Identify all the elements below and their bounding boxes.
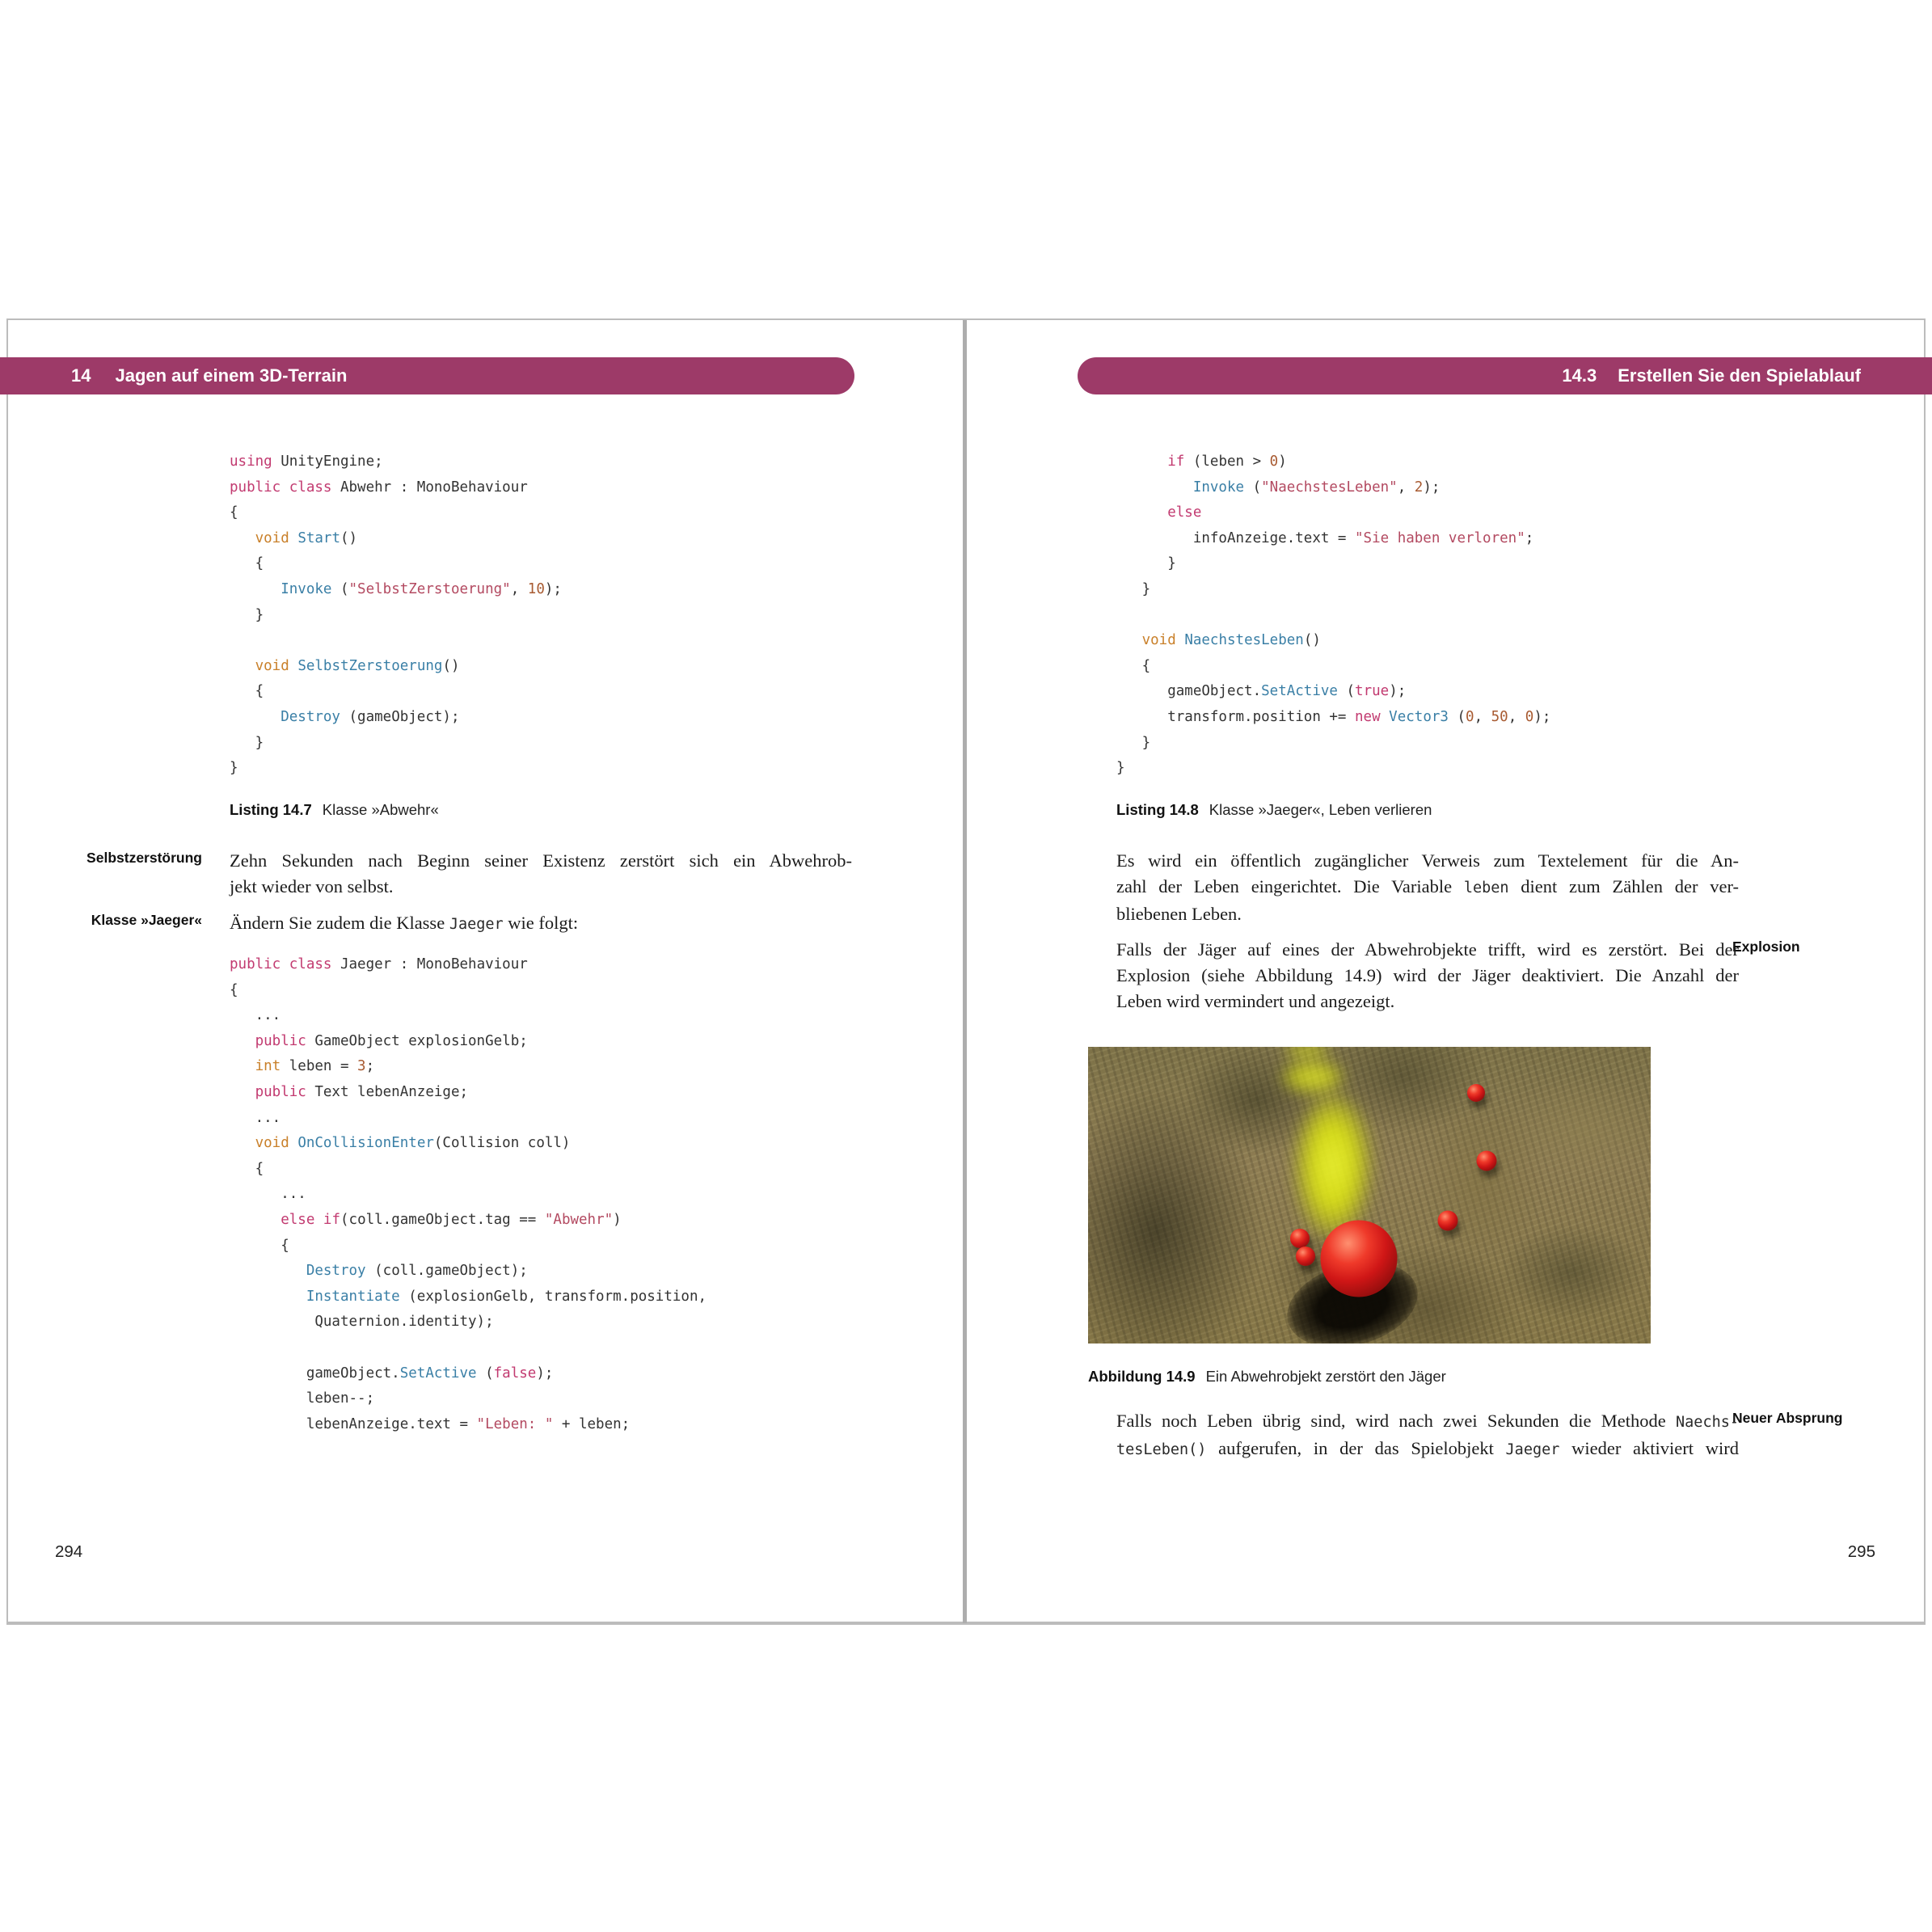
listing-caption-text: Klasse »Abwehr« (322, 801, 439, 818)
jaeger-sphere (1321, 1221, 1398, 1297)
margin-note-neuer-absprung: Neuer Absprung (1732, 1410, 1843, 1426)
figure-abbildung-14-9 (1088, 1047, 1651, 1344)
body-paragraph: Falls noch Leben übrig sind, wird nach zwei Sekunden die Methode Naechs- tesLeben() aufgerufen, in der das Spielobjekt Jaeger wieder aktiviert wird (1116, 1411, 1739, 1458)
section-number: 14.3 (1562, 365, 1597, 386)
page-divider (963, 320, 967, 1623)
margin-note-selbstzerstoerung: Selbstzerstörung (86, 850, 202, 866)
terrain-image (1088, 1047, 1651, 1344)
body-paragraph: Zehn Sekunden nach Beginn seiner Existenz zerstört sich ein Abwehrob- jekt wieder von selbst. (230, 850, 852, 896)
section-title: Erstellen Sie den Spielablauf (1618, 365, 1861, 386)
listing-label: Listing 14.8 (1116, 801, 1199, 818)
margin-note-klasse-jaeger: Klasse »Jaeger« (91, 912, 202, 928)
figure-caption-text: Ein Abwehrobjekt zerstört den Jäger (1205, 1368, 1446, 1385)
listing-caption (1116, 801, 1432, 819)
body-paragraph: Ändern Sie zudem die Klasse Jaeger wie folgt: (230, 913, 579, 933)
explosion-glow (1280, 1058, 1345, 1095)
page-number-right: 295 (1847, 1542, 1875, 1561)
explosion-glow (1294, 1093, 1371, 1238)
chapter-number: 14 (71, 365, 91, 386)
body-paragraph: Falls der Jäger auf eines der Abwehrobjekte trifft, wird es zerstört. Bei der Explosion (siehe Abbildung 14.9) wird der Jäger deaktiviert. Die Anzahl der Leben wird vermindert und angezeigt. (1116, 939, 1739, 1011)
figure-label: Abbildung 14.9 (1088, 1368, 1196, 1385)
abwehr-sphere (1296, 1247, 1315, 1266)
code-listing-14-8-part2: if (leben > 0) Invoke ("NaechstesLeben", 2); else infoAnzeige.text = "Sie haben verloren"; } } void NaechstesLeben() { gameObject.SetActive (true); transform.position += new Vector3 (0, 50, 0); } } (1116, 453, 1551, 777)
left-running-header (0, 357, 854, 394)
explosion-glow (1283, 1047, 1331, 1060)
abwehr-sphere (1437, 1210, 1457, 1230)
abwehr-sphere (1476, 1151, 1496, 1171)
listing-caption-text: Klasse »Jaeger«, Leben verlieren (1209, 801, 1432, 818)
margin-note-explosion: Explosion (1732, 939, 1800, 955)
figure-caption (1088, 1368, 1446, 1386)
listing-caption (230, 801, 439, 819)
code-listing-14-8-part1: public class Jaeger : MonoBehaviour { ... public GameObject explosionGelb; int leben = 3; public Text lebenAnzeige; ... void OnCollisionEnter(Collision coll) { ... else if(coll.gameObject.tag == "Abwehr") { Destroy (coll.gameObject); Instantiate (explosionGelb, transform.position, Quaternion.identity); gameObject.SetActive (false); leben--; lebenAnzeige.text = "Leben: " + leben; (230, 956, 707, 1432)
abwehr-sphere (1467, 1084, 1485, 1102)
abwehr-sphere (1290, 1229, 1310, 1248)
code-listing-14-7: using UnityEngine; public class Abwehr : MonoBehaviour { void Start() { Invoke ("SelbstZerstoerung", 10); } void SelbstZerstoerung() { Destroy (gameObject); } } (230, 453, 562, 777)
listing-label: Listing 14.7 (230, 801, 312, 818)
body-paragraph: Es wird ein öffentlich zugänglicher Verweis zum Textelement für die An- zahl der Leben eingerichtet. Die Variable leben dient zum Zählen der ver- bliebenen Leben. (1116, 850, 1740, 924)
chapter-title: Jagen auf einem 3D-Terrain (115, 365, 348, 386)
page-number-left: 294 (55, 1542, 83, 1561)
right-running-header (1078, 357, 1932, 394)
